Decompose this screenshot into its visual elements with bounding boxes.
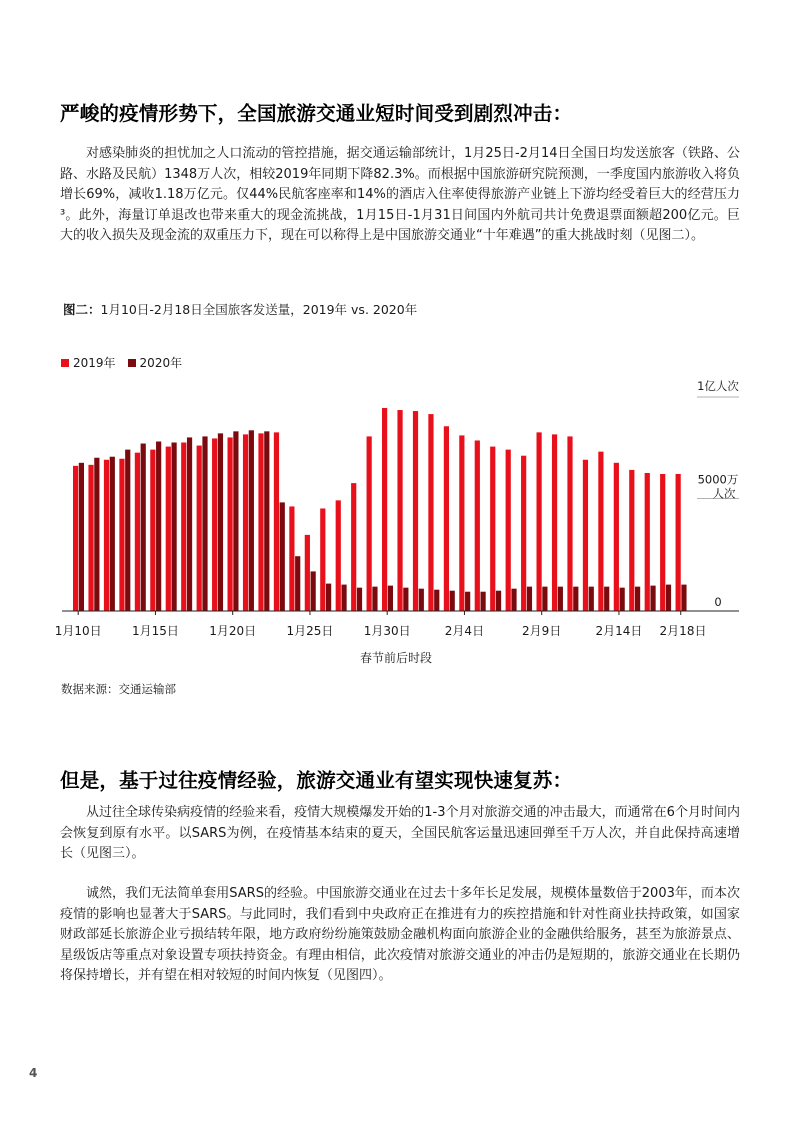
bar-2019: [537, 432, 542, 611]
bar-2020: [558, 587, 563, 611]
bar-2019: [367, 436, 372, 611]
bar-2019: [150, 450, 155, 611]
bar-2019: [305, 535, 310, 611]
bar-2019: [181, 443, 186, 611]
x-tick-label: 2月14日: [595, 624, 643, 638]
figure-caption-label: 图二：: [63, 302, 101, 317]
bar-2019: [166, 447, 171, 611]
bar-2020: [141, 444, 146, 611]
bar-2019: [413, 411, 418, 611]
bar-2020: [341, 585, 346, 611]
bar-2019: [73, 466, 78, 611]
bar-2019: [660, 474, 665, 611]
section-heading-impact: 严峻的疫情形势下，全国旅游交通业短时间受到剧烈冲击：: [60, 102, 573, 125]
bar-2019: [351, 483, 356, 611]
legend-label-2020: 2020年: [139, 356, 183, 370]
bar-2020: [604, 587, 609, 611]
y-tick-label: 0: [714, 595, 722, 609]
bar-2020: [388, 586, 393, 611]
bar-2019: [243, 434, 248, 611]
page-number: 4: [29, 1066, 38, 1080]
bar-2020: [295, 556, 300, 611]
figure-caption-text: 1月10日-2月18日全国旅客发送量，2019年 vs. 2020年: [100, 302, 418, 317]
bar-2020: [372, 587, 377, 611]
bar-2020: [156, 441, 161, 611]
x-axis-title: 春节前后时段: [359, 651, 433, 665]
x-tick-label: 2月9日: [522, 624, 562, 638]
bar-2020: [202, 436, 207, 611]
bar-2020: [280, 502, 285, 611]
bar-2020: [434, 590, 439, 611]
bar-2020: [542, 587, 547, 611]
x-tick-label: 1月30日: [363, 624, 411, 638]
bar-2020: [187, 437, 192, 611]
bar-2020: [620, 588, 625, 611]
bar-2019: [459, 435, 464, 611]
bar-2020: [681, 585, 686, 611]
bar-2019: [135, 453, 140, 611]
bar-2020: [110, 457, 115, 611]
bar-2020: [527, 587, 532, 611]
bar-2020: [419, 589, 424, 611]
bar-2019: [197, 446, 202, 611]
bar-2020: [511, 589, 516, 611]
bar-2019: [320, 508, 325, 611]
bar-2020: [172, 443, 177, 611]
impact-paragraph: 对感染肺炎的担忧加之人口流动的管控措施，据交通运输部统计，1月25日-2月14日全国日均发送旅客（铁路、公路、水路及民航）1348万人次，相较2019年同期下降82.3%。而根据中国旅游研究院预测，一季度国内旅游收入将负增长69%，减收1.18万亿元。仅44%民航客座率和14%的酒店入住率使得旅游产业链上下游均经受着巨大的经营压力³。此外，海量订单退改也带来重大的现金流挑战，1月15日-1月31日间国内外航司共计免费退票面额超200亿元。巨大的收入损失及现金流的双重压力下，现在可以称得上是中国旅游交通业“十年难遇”的重大挑战时刻（见图二）。: [60, 146, 740, 243]
bar-2019: [428, 414, 433, 611]
bar-2019: [382, 408, 387, 611]
recovery-paragraph-2: 诚然，我们无法简单套用SARS的经验。中国旅游交通业在过去十多年长足发展，规模体量数倍于2003年，而本次疫情的影响也显著大于SARS。与此同时，我们看到中央政府正在推进有力的疾控措施和针对性商业扶持政策，如国家财政部延长旅游企业亏损结转年限，地方政府纷纷施策鼓励金融机构面向旅游企业的金融供给服务，甚至为旅游景点、星级饭店等重点对象设置专项扶持资金。有理由相信，此次疫情对旅游交通业的冲击仍是短期的，旅游交通业在长期仍将保持增长，并有望在相对较短的时间内恢复（见图四）。: [60, 886, 740, 983]
bar-2020: [79, 463, 84, 611]
x-tick-label: 2月18日: [659, 624, 707, 638]
bar-2020: [635, 587, 640, 611]
bar-2019: [676, 474, 681, 611]
y-tick-label: 1亿人次: [697, 379, 739, 393]
bar-2019: [614, 463, 619, 611]
x-tick-label: 1月20日: [209, 624, 257, 638]
recovery-paragraph-1: 从过往全球传染病疫情的经验来看，疫情大规模爆发开始的1-3个月对旅游交通的冲击最大，而通常在6个月时间内会恢复到原有水平。以SARS为例，在疫情基本结束的夏天，全国民航客运量迅速回弹至千万人次，并自此保持高速增长（见图三）。: [60, 805, 740, 861]
bar-2019: [336, 500, 341, 611]
bar-2019: [490, 447, 495, 611]
bar-2019: [274, 432, 279, 611]
bar-2019: [598, 452, 603, 611]
bar-2019: [88, 465, 93, 611]
bar-2020: [233, 431, 238, 611]
bar-2019: [567, 436, 572, 611]
x-tick-label: 2月4日: [444, 624, 485, 638]
bar-2020: [573, 587, 578, 611]
bar-2020: [249, 430, 254, 611]
bar-2019: [119, 459, 124, 611]
bar-2020: [481, 592, 486, 611]
bar-2020: [666, 585, 671, 611]
bar-2019: [629, 470, 634, 611]
bar-2019: [228, 437, 233, 611]
section-heading-recovery: 但是，基于过往疫情经验，旅游交通业有望实现快速复苏：: [60, 769, 573, 792]
bar-2019: [583, 460, 588, 611]
bar-2020: [450, 591, 455, 611]
bar-2019: [212, 438, 217, 611]
bar-2019: [506, 450, 511, 611]
bar-2019: [521, 456, 526, 611]
bar-2020: [403, 588, 408, 611]
bar-2020: [357, 588, 362, 611]
bar-2019: [444, 426, 449, 611]
bar-2019: [104, 460, 109, 611]
bar-2019: [397, 410, 402, 611]
bar-2020: [125, 450, 130, 611]
x-tick-label: 1月15日: [131, 624, 179, 638]
bar-2019: [475, 440, 480, 611]
bar-2020: [496, 591, 501, 611]
x-tick-label: 1月10日: [54, 624, 102, 638]
x-tick-label: 1月25日: [286, 624, 334, 638]
y-tick-label: 5000万人次: [697, 472, 739, 501]
bar-2020: [465, 592, 470, 611]
bar-2019: [258, 433, 263, 611]
bar-2020: [218, 433, 223, 611]
bar-2019: [645, 473, 650, 611]
bar-2020: [589, 587, 594, 611]
legend-label-2019: 2019年: [73, 356, 116, 370]
data-source: 数据来源：交通运输部: [61, 682, 176, 696]
bar-2020: [94, 458, 99, 611]
bar-2020: [264, 431, 269, 611]
bar-2019: [289, 506, 294, 611]
bar-2020: [311, 571, 316, 611]
bar-2019: [552, 434, 557, 611]
bar-2020: [326, 584, 331, 611]
bar-2020: [650, 586, 655, 611]
